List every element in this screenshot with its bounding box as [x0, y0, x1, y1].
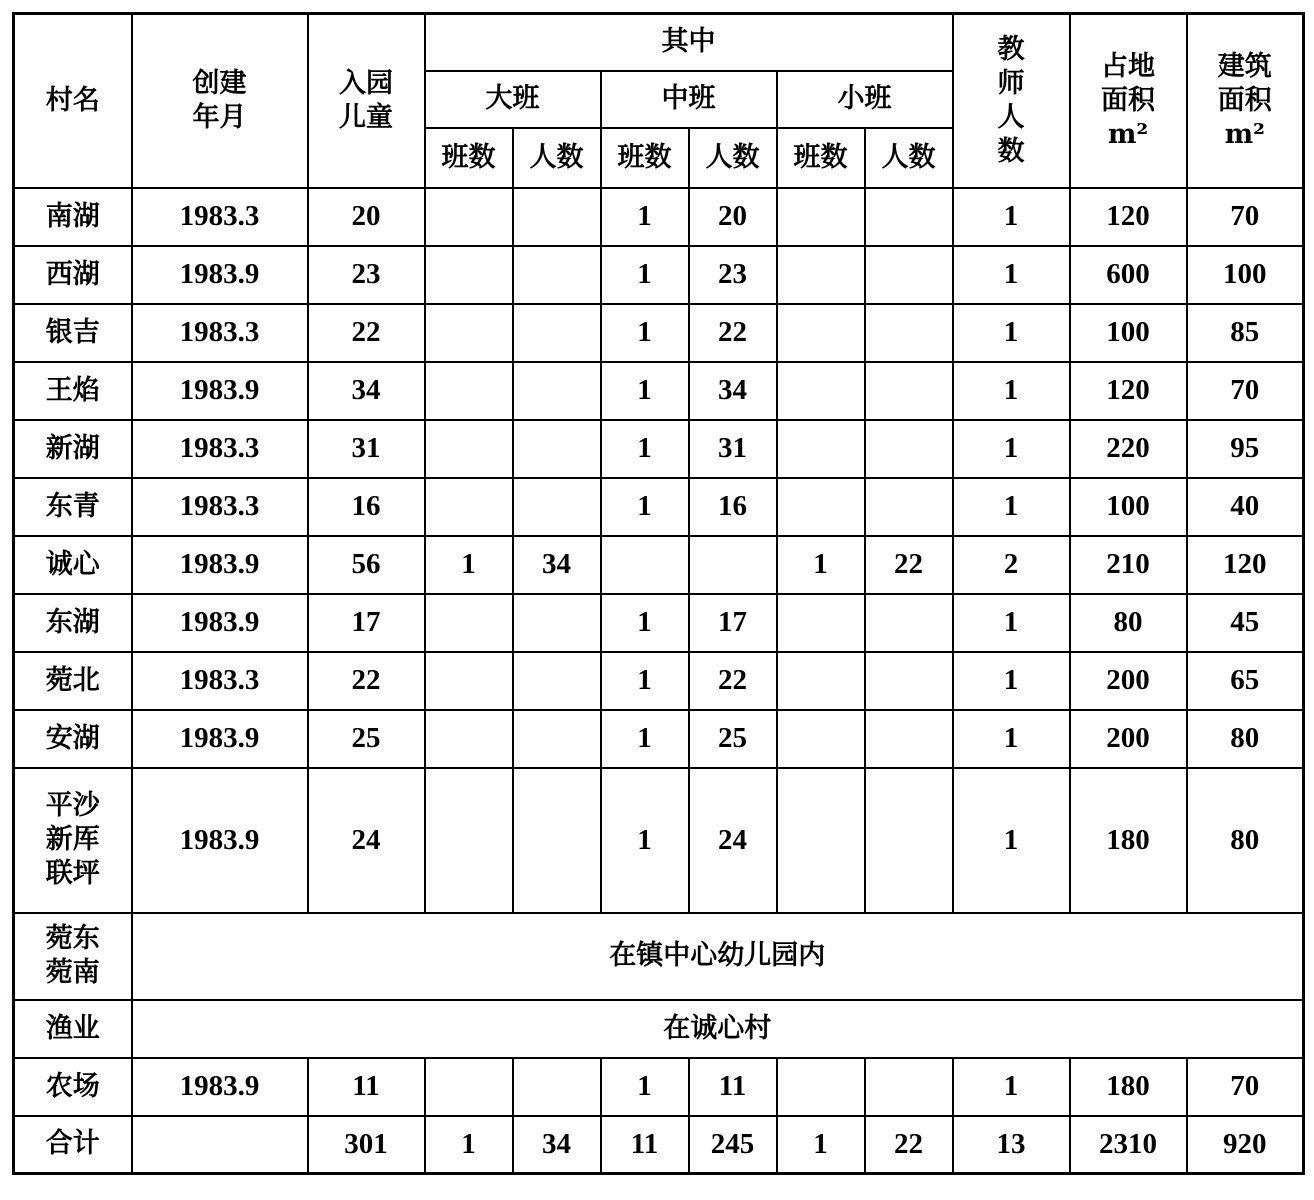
table-row	[14, 1058, 1304, 1116]
cell-children: 20	[308, 188, 425, 246]
table-row	[14, 594, 1304, 652]
table-body	[14, 188, 1304, 1174]
cell-mid-people: 23	[689, 246, 777, 304]
cell-big-classes: 1	[425, 1116, 513, 1174]
header-build-unit: m²	[1224, 118, 1265, 150]
cell-big-people	[513, 246, 601, 304]
cell-children: 31	[308, 420, 425, 478]
cell-land-area: 120	[1070, 362, 1187, 420]
header-land	[1070, 14, 1187, 188]
cell-children: 56	[308, 536, 425, 594]
cell-village: 农场	[14, 1058, 132, 1116]
cell-teachers: 1	[953, 710, 1070, 768]
table-row	[14, 536, 1304, 594]
cell-teachers: 1	[953, 478, 1070, 536]
header-teachers-c3: 人	[997, 101, 1025, 133]
cell-mid-classes: 1	[601, 652, 689, 710]
cell-build-area: 70	[1187, 188, 1304, 246]
cell-founded: 1983.9	[132, 246, 308, 304]
cell-village	[14, 768, 132, 913]
cell-small-people	[865, 420, 953, 478]
header-big: 大班	[425, 71, 601, 128]
cell-build-area: 70	[1187, 1058, 1304, 1116]
header-teachers	[953, 14, 1070, 188]
cell-big-people: 34	[513, 1116, 601, 1174]
cell-founded: 1983.9	[132, 536, 308, 594]
cell-build-area: 80	[1187, 768, 1304, 913]
cell-mid-classes: 1	[601, 362, 689, 420]
cell-village: 新湖	[14, 420, 132, 478]
table-row	[14, 478, 1304, 536]
table-row	[14, 362, 1304, 420]
cell-small-classes	[777, 768, 865, 913]
cell-mid-people: 24	[689, 768, 777, 913]
cell-small-people	[865, 594, 953, 652]
cell-build-area: 120	[1187, 536, 1304, 594]
cell-land-area: 200	[1070, 652, 1187, 710]
cell-big-people	[513, 478, 601, 536]
cell-small-classes	[777, 304, 865, 362]
table-row	[14, 913, 1304, 1000]
cell-teachers: 1	[953, 1058, 1070, 1116]
cell-small-classes	[777, 188, 865, 246]
header-build	[1187, 14, 1304, 188]
cell-teachers: 13	[953, 1116, 1070, 1174]
cell-small-classes	[777, 594, 865, 652]
cell-small-classes	[777, 246, 865, 304]
table-row	[14, 652, 1304, 710]
header-teachers-c1: 教	[997, 34, 1025, 66]
cell-children: 17	[308, 594, 425, 652]
header-land-unit: m²	[1107, 118, 1149, 150]
cell-mid-classes: 1	[601, 594, 689, 652]
cell-big-people	[513, 420, 601, 478]
cell-children: 24	[308, 768, 425, 913]
cell-small-people	[865, 304, 953, 362]
cell-mid-classes: 1	[601, 304, 689, 362]
cell-build-area: 80	[1187, 710, 1304, 768]
cell-teachers: 1	[953, 304, 1070, 362]
cell-big-people	[513, 652, 601, 710]
cell-founded: 1983.9	[132, 768, 308, 913]
cell-build-area: 65	[1187, 652, 1304, 710]
cell-mid-classes: 1	[601, 188, 689, 246]
table-row	[14, 304, 1304, 362]
cell-land-area: 2310	[1070, 1116, 1187, 1174]
header-small-people: 人数	[865, 128, 953, 188]
cell-teachers: 1	[953, 420, 1070, 478]
header-founded	[132, 14, 308, 188]
cell-children: 16	[308, 478, 425, 536]
cell-mid-people: 31	[689, 420, 777, 478]
header-among: 其中	[425, 14, 953, 71]
cell-build-area: 45	[1187, 594, 1304, 652]
table-row	[14, 246, 1304, 304]
table-row	[14, 1116, 1304, 1174]
cell-big-classes	[425, 420, 513, 478]
cell-founded: 1983.3	[132, 420, 308, 478]
cell-children: 23	[308, 246, 425, 304]
header-small-classes: 班数	[777, 128, 865, 188]
cell-village: 东青	[14, 478, 132, 536]
cell-big-classes	[425, 594, 513, 652]
cell-big-people: 34	[513, 536, 601, 594]
cell-mid-people: 17	[689, 594, 777, 652]
header-mid-people: 人数	[689, 128, 777, 188]
cell-mid-classes: 11	[601, 1116, 689, 1174]
cell-build-area: 40	[1187, 478, 1304, 536]
cell-mid-people	[689, 536, 777, 594]
cell-mid-classes: 1	[601, 246, 689, 304]
cell-land-area: 180	[1070, 768, 1187, 913]
cell-big-classes	[425, 1058, 513, 1116]
cell-land-area: 120	[1070, 188, 1187, 246]
cell-small-people: 22	[865, 536, 953, 594]
cell-small-classes	[777, 478, 865, 536]
cell-teachers: 1	[953, 188, 1070, 246]
cell-small-people	[865, 652, 953, 710]
cell-big-people	[513, 188, 601, 246]
header-teachers-c2: 师	[997, 68, 1025, 99]
cell-founded: 1983.9	[132, 362, 308, 420]
cell-mid-classes: 1	[601, 420, 689, 478]
table-row	[14, 420, 1304, 478]
table-row	[14, 768, 1304, 913]
header-build-line2: 面积	[1217, 84, 1272, 116]
cell-founded: 1983.3	[132, 478, 308, 536]
cell-big-people	[513, 710, 601, 768]
cell-founded: 1983.3	[132, 304, 308, 362]
header-small: 小班	[777, 71, 953, 128]
cell-small-people	[865, 1058, 953, 1116]
cell-big-classes	[425, 304, 513, 362]
cell-mid-people: 20	[689, 188, 777, 246]
cell-small-classes	[777, 652, 865, 710]
cell-land-area: 100	[1070, 304, 1187, 362]
cell-big-people	[513, 304, 601, 362]
cell-teachers: 1	[953, 246, 1070, 304]
cell-founded: 1983.3	[132, 188, 308, 246]
header-teachers-c4: 数	[997, 135, 1025, 167]
cell-mid-people: 22	[689, 652, 777, 710]
cell-children: 22	[308, 652, 425, 710]
header-build-line1: 建筑	[1217, 51, 1272, 83]
village-name-line: 新厍	[45, 824, 100, 856]
cell-small-people	[865, 478, 953, 536]
cell-mid-classes: 1	[601, 478, 689, 536]
cell-founded	[132, 1116, 308, 1174]
cell-small-people: 22	[865, 1116, 953, 1174]
cell-build-area: 85	[1187, 304, 1304, 362]
cell-village: 西湖	[14, 246, 132, 304]
header-mid: 中班	[601, 71, 777, 128]
cell-mid-people: 25	[689, 710, 777, 768]
cell-small-people	[865, 768, 953, 913]
table-row	[14, 1000, 1304, 1058]
header-children-line1: 入园	[339, 68, 393, 99]
header-big-classes: 班数	[425, 128, 513, 188]
cell-teachers: 1	[953, 652, 1070, 710]
kindergarten-table	[12, 12, 1305, 1175]
cell-small-people	[865, 188, 953, 246]
cell-village: 菀北	[14, 652, 132, 710]
village-name-line: 平沙	[45, 790, 100, 822]
header-big-people: 人数	[513, 128, 601, 188]
header-village: 村名	[14, 14, 132, 188]
cell-small-people	[865, 710, 953, 768]
cell-land-area: 210	[1070, 536, 1187, 594]
cell-village: 东湖	[14, 594, 132, 652]
cell-founded: 1983.9	[132, 594, 308, 652]
cell-big-people	[513, 594, 601, 652]
cell-note: 在镇中心幼儿园内	[132, 913, 1304, 1000]
cell-mid-people: 245	[689, 1116, 777, 1174]
cell-big-classes	[425, 246, 513, 304]
cell-big-classes	[425, 478, 513, 536]
cell-mid-classes	[601, 536, 689, 594]
cell-founded: 1983.3	[132, 652, 308, 710]
cell-children: 25	[308, 710, 425, 768]
cell-village	[14, 913, 132, 1000]
cell-big-classes	[425, 362, 513, 420]
cell-founded: 1983.9	[132, 710, 308, 768]
cell-children: 22	[308, 304, 425, 362]
cell-village: 银吉	[14, 304, 132, 362]
cell-land-area: 220	[1070, 420, 1187, 478]
cell-big-people	[513, 362, 601, 420]
cell-mid-people: 34	[689, 362, 777, 420]
village-name-line: 联坪	[45, 857, 100, 889]
cell-build-area: 920	[1187, 1116, 1304, 1174]
cell-build-area: 100	[1187, 246, 1304, 304]
cell-mid-people: 11	[689, 1058, 777, 1116]
cell-land-area: 180	[1070, 1058, 1187, 1116]
cell-village: 合计	[14, 1116, 132, 1174]
cell-children: 34	[308, 362, 425, 420]
village-name-line: 菀东	[45, 923, 100, 955]
cell-land-area: 200	[1070, 710, 1187, 768]
cell-land-area: 100	[1070, 478, 1187, 536]
cell-land-area: 600	[1070, 246, 1187, 304]
cell-big-classes	[425, 768, 513, 913]
cell-mid-classes: 1	[601, 768, 689, 913]
cell-mid-people: 16	[689, 478, 777, 536]
cell-teachers: 1	[953, 362, 1070, 420]
header-land-line2: 面积	[1101, 84, 1156, 116]
cell-small-classes	[777, 362, 865, 420]
cell-big-classes: 1	[425, 536, 513, 594]
cell-village: 王焰	[14, 362, 132, 420]
cell-note: 在诚心村	[132, 1000, 1304, 1058]
table-row	[14, 710, 1304, 768]
cell-big-people	[513, 1058, 601, 1116]
cell-big-people	[513, 768, 601, 913]
cell-teachers: 2	[953, 536, 1070, 594]
cell-small-classes	[777, 420, 865, 478]
cell-village: 安湖	[14, 710, 132, 768]
header-founded-line2: 年月	[192, 101, 247, 133]
header-children	[308, 14, 425, 188]
cell-big-classes	[425, 652, 513, 710]
cell-founded: 1983.9	[132, 1058, 308, 1116]
header-land-line1: 占地	[1101, 51, 1156, 83]
cell-teachers: 1	[953, 594, 1070, 652]
cell-small-classes	[777, 710, 865, 768]
cell-mid-classes: 1	[601, 1058, 689, 1116]
header-founded-line1: 创建	[192, 68, 247, 99]
cell-teachers: 1	[953, 768, 1070, 913]
cell-village: 诚心	[14, 536, 132, 594]
cell-village	[14, 1000, 132, 1058]
cell-mid-classes: 1	[601, 710, 689, 768]
cell-mid-people: 22	[689, 304, 777, 362]
cell-big-classes	[425, 188, 513, 246]
cell-build-area: 70	[1187, 362, 1304, 420]
cell-small-classes	[777, 1058, 865, 1116]
village-name-line: 渔业	[45, 1012, 100, 1044]
cell-children: 301	[308, 1116, 425, 1174]
cell-small-people	[865, 246, 953, 304]
header-children-line2: 儿童	[339, 101, 393, 133]
village-name-line: 菀南	[45, 957, 100, 988]
cell-small-classes: 1	[777, 536, 865, 594]
cell-land-area: 80	[1070, 594, 1187, 652]
cell-small-classes: 1	[777, 1116, 865, 1174]
cell-children: 11	[308, 1058, 425, 1116]
cell-build-area: 95	[1187, 420, 1304, 478]
cell-village: 南湖	[14, 188, 132, 246]
cell-big-classes	[425, 710, 513, 768]
header-mid-classes: 班数	[601, 128, 689, 188]
table-row	[14, 188, 1304, 246]
cell-small-people	[865, 362, 953, 420]
